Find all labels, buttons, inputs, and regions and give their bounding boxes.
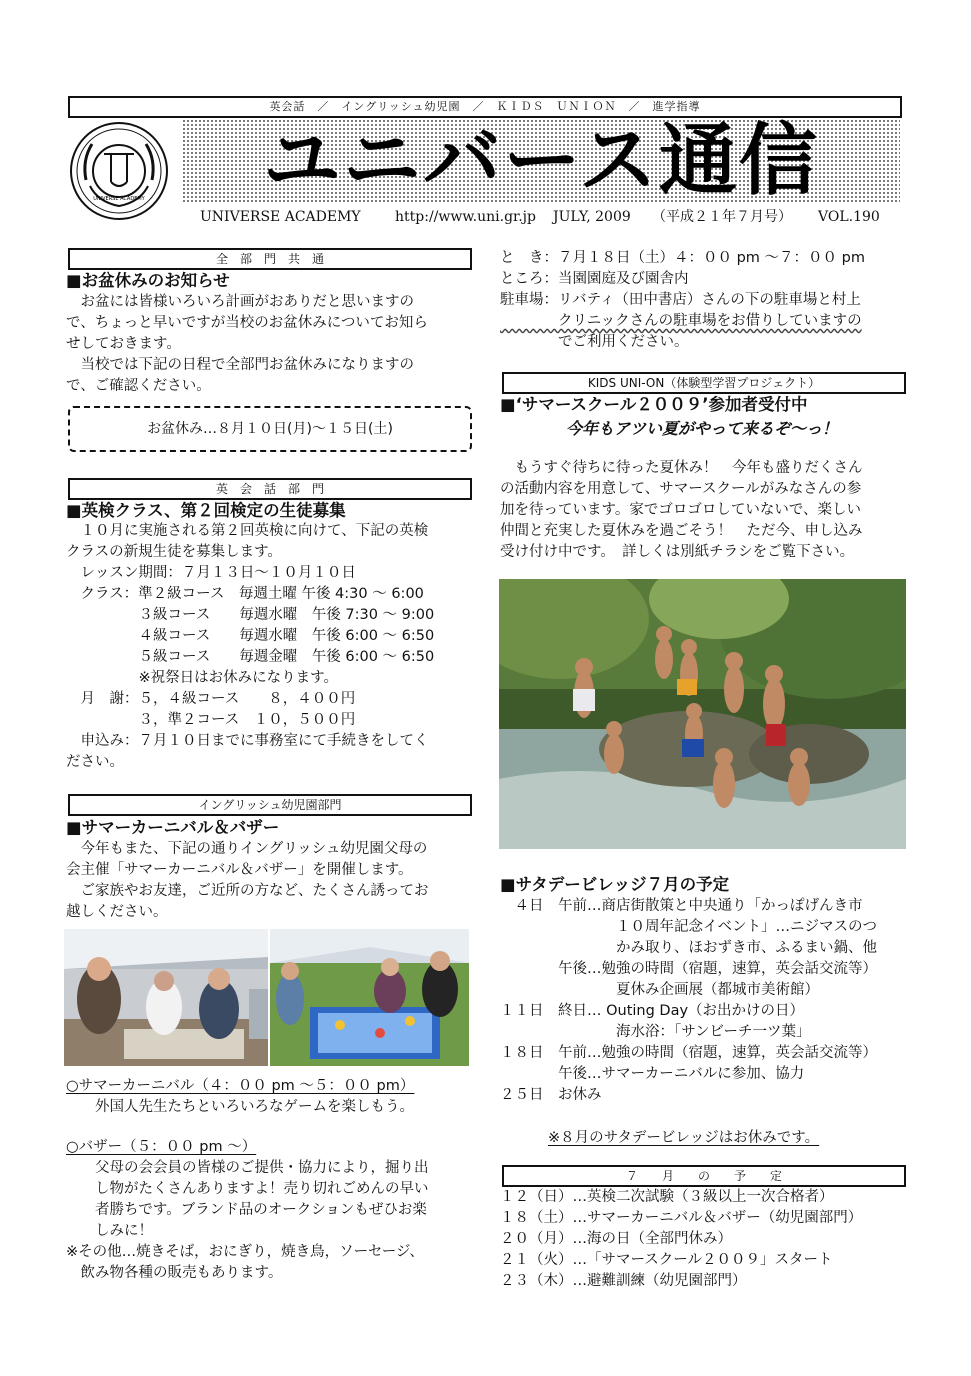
august-note-text: ※８月のサタデービレッジはお休みです。 [548,1130,820,1146]
body-line: ４級コース 毎週水曜 午後 6:00 ～ 6:50 [66,628,435,644]
body-line: 今年もまた、下記の通りイングリッシュ幼児園父母の [66,841,428,857]
section-header-july-schedule: ７ 月 の 予 定 [502,1165,906,1187]
schedule-line: ４日 午前…商店街散策と中央通り「かっぽげんき市 [500,898,863,914]
july-schedule-list [500,1187,862,1292]
event-parking: クリニックさんの駐車場をお借りしていますの [500,313,862,329]
list-item: ２１（火）…「サマースクール２００９」スタート [500,1252,833,1268]
section-header-english: 英 会 話 部 門 [68,478,472,500]
body-line: で、ご確認ください。 [66,378,211,394]
schedule-line: ２５日 お休み [500,1087,602,1103]
academy-name: UNIVERSE ACADEMY [200,209,361,225]
carnival-description: 外国人先生たちといろいろなゲームを楽しもう。 [66,1099,414,1115]
body-line: クラス：準２級コース 毎週土曜 午後 4:30 ～ 6:00 [66,586,424,602]
event-parking: 駐車場：リバティ（田中書店）さんの下の駐車場と村上 [500,292,861,308]
body-line: 仲間と充実した夏休みを過ごそう！ ただ今、申し込み [500,523,863,539]
body-line: 飲み物各種の販売もあります。 [66,1265,283,1281]
list-item: ２３（木）…避難訓練（幼児園部門） [500,1273,747,1289]
body-line: レッスン期間：７月１３日～１０月１０日 [66,565,356,581]
schedule-line: １０周年記念イベント」…ニジマスのつ [500,919,877,935]
carnival-intro [66,839,429,923]
carnival-time [66,1076,414,1097]
photo-summer-school-river [499,579,906,849]
photo-bazaar-food-stall [64,929,268,1066]
body-line: 当校では下記の日程で全部門お盆休みになりますの [66,357,414,373]
section-header-kindergarten: イングリッシュ幼児園部門 [68,794,472,816]
saturday-village-august-note [548,1128,819,1149]
summer-school-tagline: 今年もアツい夏がやって来るぞ～っ！ [565,419,838,438]
body-line: ※その他…焼きそば，おにぎり，焼き鳥，ソーセージ、 [66,1244,424,1260]
schedule-line: 海水浴：「サンビーチ一ツ葉」 [500,1024,811,1040]
bazaar-body [66,1158,429,1284]
body-line: もうすぐ待ちに待った夏休み！ 今年も盛りだくさん [500,460,863,476]
body-line: お盆には皆様いろいろ計画がおありだと思いますの [66,294,414,310]
body-line: ３級コース 毎週水曜 午後 7:30 ～ 9:00 [66,607,435,623]
body-line: １０月に実施される第２回英検に向けて、下記の英検 [66,523,429,539]
list-item: １８（土）…サマーカーニバル＆バザー（幼児園部門） [500,1210,863,1226]
saturday-village-schedule [500,896,877,1106]
academy-url[interactable]: http://www.uni.gr.jp [395,209,536,225]
academy-logo [68,120,170,222]
body-line: 月 謝：５，４級コース ８，４００円 [66,691,356,707]
body-line: しみに！ [66,1223,153,1239]
body-line: 会主催「サマーカーニバル＆バザー」を開催します。 [66,862,413,878]
body-line: 父母の会会員の皆様のご提供・協力により，掘り出 [66,1160,429,1176]
schedule-line: 夏休み企画展（都城市美術館） [500,982,819,998]
issue-date-jp: （平成２１年７月号） [652,209,792,225]
body-line: ださい。 [66,754,124,770]
body-line: ご家族やお友達，ご近所の方など、たくさん誘ってお [66,883,429,899]
body-line: 者勝ちです。ブランド品のオークションもぜひお楽 [66,1202,427,1218]
body-line: 申込み：７月１０日までに事務室にて手続きをしてく [66,733,429,749]
heading-eiken-class: ■英検クラス、第２回検定の生徒募集 [66,501,346,520]
body-line: ※祝祭日はお休みになります。 [66,670,338,686]
logo-caption: UNIVERSE ACADEMY [93,196,145,202]
eiken-body [66,521,434,773]
body-line: で、ちょっと早いですが当校のお盆休みについてお知ら [66,315,428,331]
bazaar-time [66,1137,256,1158]
schedule-line: 午後…勉強の時間（宿題，速算，英会話交流等） [500,961,877,977]
issue-volume: VOL.190 [818,209,880,225]
event-when: と き：７月１８日（土）４：００ pm ～７：００ pm [500,250,865,266]
event-parking: でご利用ください。 [500,334,689,350]
body-line: せしておきます。 [66,336,181,352]
body-line: 越しください。 [66,904,168,920]
issue-date: JULY, 2009 [553,209,631,225]
obon-dates-box: お盆休み…８月１０日(月)～１５日(土) [68,406,472,452]
list-item: １２（日）…英検二次試験（３級以上一次合格者） [500,1189,834,1205]
body-line: の活動内容を用意して、サマースクールがみなさんの参 [500,481,862,497]
schedule-line: 午後…サマーカーニバルに参加、協力 [500,1066,805,1082]
body-line: ３，準２コース １０，５００円 [66,712,356,728]
top-category-bar: 英会話 ／ イングリッシュ幼児園 ／ ＫＩＤＳ ＵＮＩＯＮ ／ 進学指導 [68,96,902,118]
newsletter-title: ユニバース通信 [262,115,820,206]
heading-saturday-village: ■サタデービレッジ７月の予定 [500,875,730,894]
body-line: 加を待っています。家でゴロゴロしていないで、楽しい [500,502,862,518]
body-line: ５級コース 毎週金曜 午後 6:00 ～ 6:50 [66,649,435,665]
schedule-line: １１日 終日… Outing Day（お出かけの日） [500,1003,805,1019]
heading-summer-carnival: ■サマーカーニバル＆バザー [66,818,280,837]
heading-summer-school: ■‘サマースクール２００９’参加者受付中 [500,395,808,414]
section-header-common: 全 部 門 共 通 [68,248,472,270]
list-item: ２０（月）…海の日（全部門休み） [500,1231,732,1247]
event-details [500,248,865,353]
heading-obon-notice: ■お盆休みのお知らせ [66,271,230,290]
event-where: ところ：当園園庭及び園舎内 [500,271,689,287]
section-header-kids-union: KIDS UNI-ON（体験型学習プロジェクト） [502,372,906,394]
schedule-line: かみ取り、ほおずき市、ふるまい鍋、他 [500,940,877,956]
summer-school-body [500,458,863,563]
schedule-line: １８日 午前…勉強の時間（宿題，速算，英会話交流等） [500,1045,877,1061]
body-line: 受け付け中です。 詳しくは別紙チラシをご覧下さい。 [500,544,855,560]
body-line: し物がたくさんありますよ！売り切れごめんの早い [66,1181,429,1197]
photo-carnival-games [270,929,469,1066]
body-line: クラスの新規生徒を募集します。 [66,544,282,560]
obon-body [66,292,428,397]
bazaar-time-text: ○バザー（５：００ pm ～） [66,1139,257,1155]
carnival-time-text: ○サマーカーニバル（４：００ pm ～５：００ pm） [66,1078,415,1094]
